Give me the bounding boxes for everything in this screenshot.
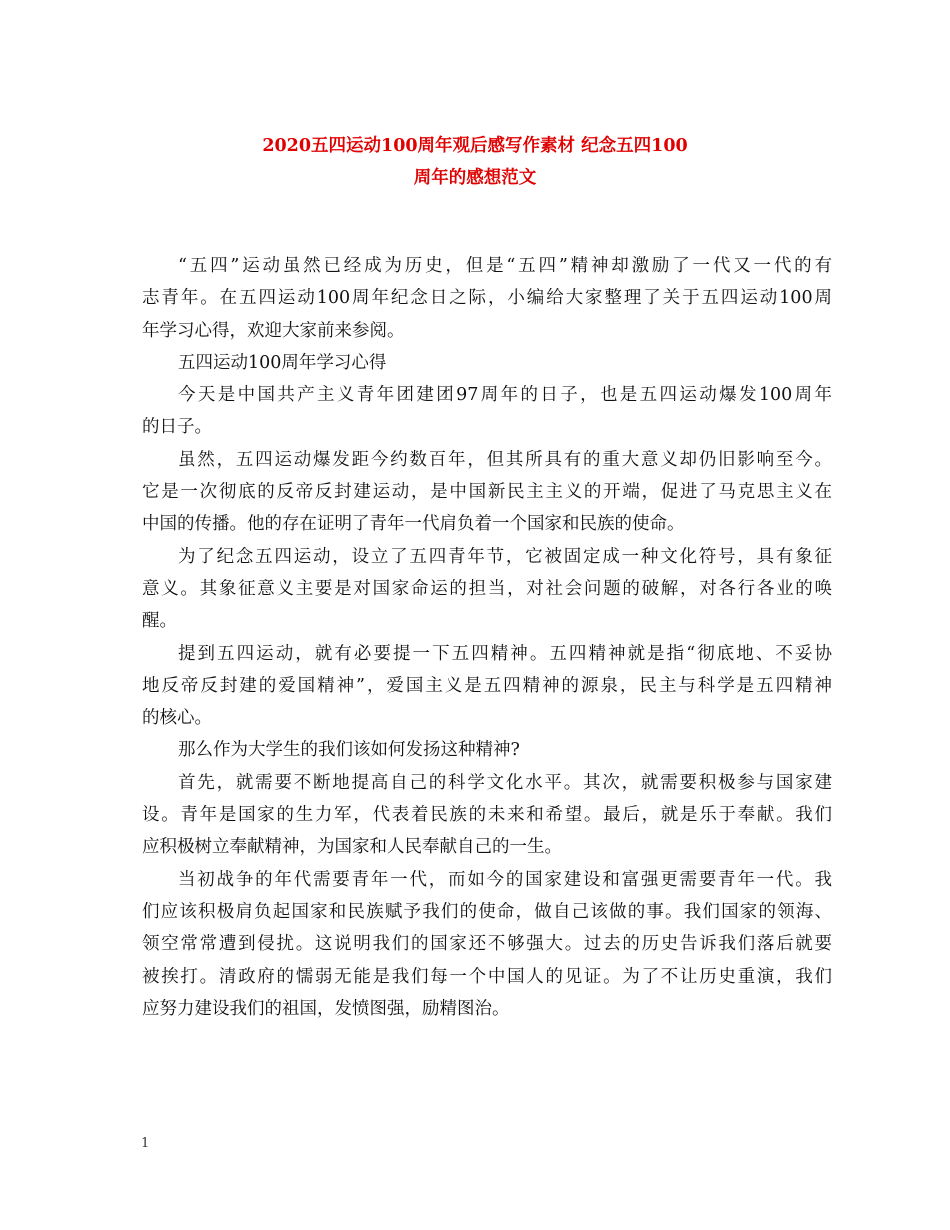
- paragraph-line: 应努力建设我们的祖国，发愤图强，励精图治。: [142, 998, 510, 1019]
- paragraph-line: 的核心。: [142, 708, 212, 729]
- document-body: [142, 250, 832, 1025]
- paragraph-line: 领空常常遭到侵扰。这说明我们的国家还不够强大。过去的历史告诉我们落后就要: [142, 934, 832, 955]
- paragraph-line: 提到五四运动，就有必要提一下五四精神。五四精神就是指“彻底地、不妥协: [178, 643, 832, 664]
- document-title: [120, 130, 830, 195]
- paragraph-line: 设。青年是国家的生力军，代表着民族的未来和希望。最后，就是乐于奉献。我们: [142, 805, 832, 826]
- paragraph-line: 它是一次彻底的反帝反封建运动，是中国新民主主义的开端，促进了马克思主义在: [142, 482, 832, 503]
- paragraph-line: 当初战争的年代需要青年一代，而如今的国家建设和富强更需要青年一代。我: [178, 869, 832, 890]
- paragraph-line: 为了纪念五四运动，设立了五四青年节，它被固定成一种文化符号，具有象征: [178, 546, 832, 567]
- paragraph-line: 年学习心得，欢迎大家前来参阅。: [142, 320, 405, 341]
- paragraph-line: 虽然，五四运动爆发距今约数百年，但其所具有的重大意义却仍旧影响至今。: [178, 449, 832, 470]
- paragraph-line: 那么作为大学生的我们该如何发扬这种精神?: [178, 740, 520, 761]
- paragraph-line: 中国的传播。他的存在证明了青年一代肩负着一个国家和民族的使命。: [142, 514, 685, 535]
- paragraph-line: 志青年。在五四运动100周年纪念日之际，小编给大家整理了关于五四运动100周: [142, 288, 832, 309]
- paragraph-line: “五四”运动虽然已经成为历史，但是“五四”精神却激励了一代又一代的有: [178, 256, 832, 276]
- paragraph-line: 们应该积极肩负起国家和民族赋予我们的使命，做自己该做的事。我们国家的领海、: [142, 901, 832, 922]
- paragraph-line: 醒。: [142, 611, 177, 632]
- paragraph-line: 今天是中国共产主义青年团建团97周年的日子，也是五四运动爆发100周年: [178, 385, 832, 406]
- paragraph-line: 意义。其象征意义主要是对国家命运的担当，对社会问题的破解，对各行各业的唤: [142, 578, 832, 599]
- page-number: 1: [141, 1136, 150, 1151]
- title-line: 2020五四运动100周年观后感写作素材 纪念五四100: [262, 136, 688, 156]
- paragraph-line: 地反帝反封建的爱国精神”，爱国主义是五四精神的源泉，民主与科学是五四精神: [142, 675, 832, 696]
- paragraph-line: 的日子。: [142, 417, 212, 438]
- title-line: 周年的感想范文: [413, 168, 537, 189]
- paragraph-line: 首先，就需要不断地提高自己的科学文化水平。其次，就需要积极参与国家建: [178, 772, 832, 793]
- paragraph-line: 被挨打。清政府的懦弱无能是我们每一个中国人的见证。为了不让历史重演，我们: [142, 966, 832, 987]
- section-heading: 五四运动100周年学习心得: [178, 352, 387, 373]
- paragraph-line: 应积极树立奉献精神，为国家和人民奉献自己的一生。: [142, 837, 562, 858]
